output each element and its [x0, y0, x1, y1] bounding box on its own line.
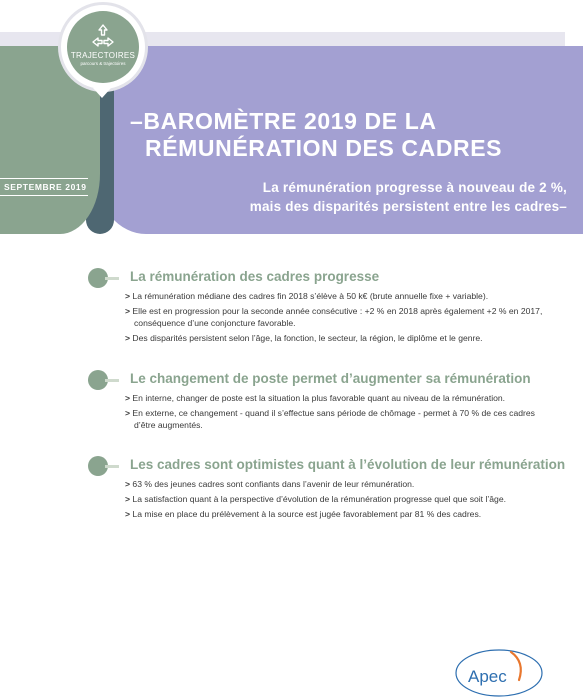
page-subtitle-line-1: La rémunération progresse à nouveau de 2 %,	[262, 180, 567, 195]
list-item: > 63 % des jeunes cadres sont confiants dans l’avenir de leur rémunération.	[125, 479, 415, 489]
chevron-right-icon: >	[125, 408, 131, 418]
page-title-line-1: –BAROMÈTRE 2019 DE LA	[130, 108, 437, 134]
list-item: > En externe, ce changement - quand il s’effectue sans période de chômage - permet à 70 % de ces cadres d’être augmentés.	[125, 408, 535, 430]
apec-logo	[453, 646, 545, 698]
section-bullet-tail	[105, 465, 119, 468]
publication-date: SEPTEMBRE 2019	[0, 178, 88, 196]
section-title: Les cadres sont optimistes quant à l’évolution de leur rémunération	[130, 457, 566, 472]
section-title: Le changement de poste permet d’augmenter sa rémunération	[130, 371, 531, 386]
list-item: > La satisfaction quant à la perspective d’évolution de la rémunération progresse quel que soit l’âge.	[125, 494, 507, 504]
list-item: > La rémunération médiane des cadres fin 2018 s’élève à 50 k€ (brute annuelle fixe + variable).	[125, 291, 489, 301]
section-bullet-tail	[105, 277, 119, 280]
page-title	[130, 108, 570, 162]
section-list	[125, 478, 555, 523]
page-subtitle-line-2: mais des disparités persistent entre les cadres–	[249, 199, 567, 214]
chevron-right-icon: >	[125, 479, 131, 489]
chevron-right-icon: >	[125, 333, 131, 343]
logo-text: Apec	[468, 667, 507, 686]
chevron-right-icon: >	[125, 306, 131, 316]
badge-pointer	[93, 88, 111, 98]
chevron-right-icon: >	[125, 509, 131, 519]
section-list	[125, 392, 555, 434]
chevron-right-icon: >	[125, 291, 131, 301]
trajectoires-badge	[58, 2, 148, 92]
page-subtitle	[127, 178, 567, 216]
list-item: > Elle est en progression pour la seconde année consécutive : +2 % en 2018 après également +2 % en 2017, conséquence d’une conjoncture favorable.	[125, 306, 543, 328]
chevron-right-icon: >	[125, 494, 131, 504]
badge-title: TRAJECTOIRES	[70, 50, 136, 60]
badge-inner-circle	[67, 11, 139, 83]
chevron-right-icon: >	[125, 393, 131, 403]
list-item: > La mise en place du prélèvement à la source est jugée favorablement par 81 % des cadres.	[125, 509, 482, 519]
trajectory-arrows-icon	[90, 23, 116, 49]
list-item: > Des disparités persistent selon l’âge, la fonction, le secteur, la région, le diplôme et le genre.	[125, 333, 483, 343]
badge-subtitle: parcours & trajectoires	[80, 60, 126, 66]
page-title-line-2: RÉMUNÉRATION DES CADRES	[145, 135, 503, 161]
list-item: > En interne, changer de poste est la situation la plus favorable quant au niveau de la rémunération.	[125, 393, 506, 403]
section-bullet-tail	[105, 379, 119, 382]
logo-swoosh	[511, 652, 521, 680]
section-list	[125, 290, 555, 347]
section-title: La rémunération des cadres progresse	[130, 269, 380, 284]
